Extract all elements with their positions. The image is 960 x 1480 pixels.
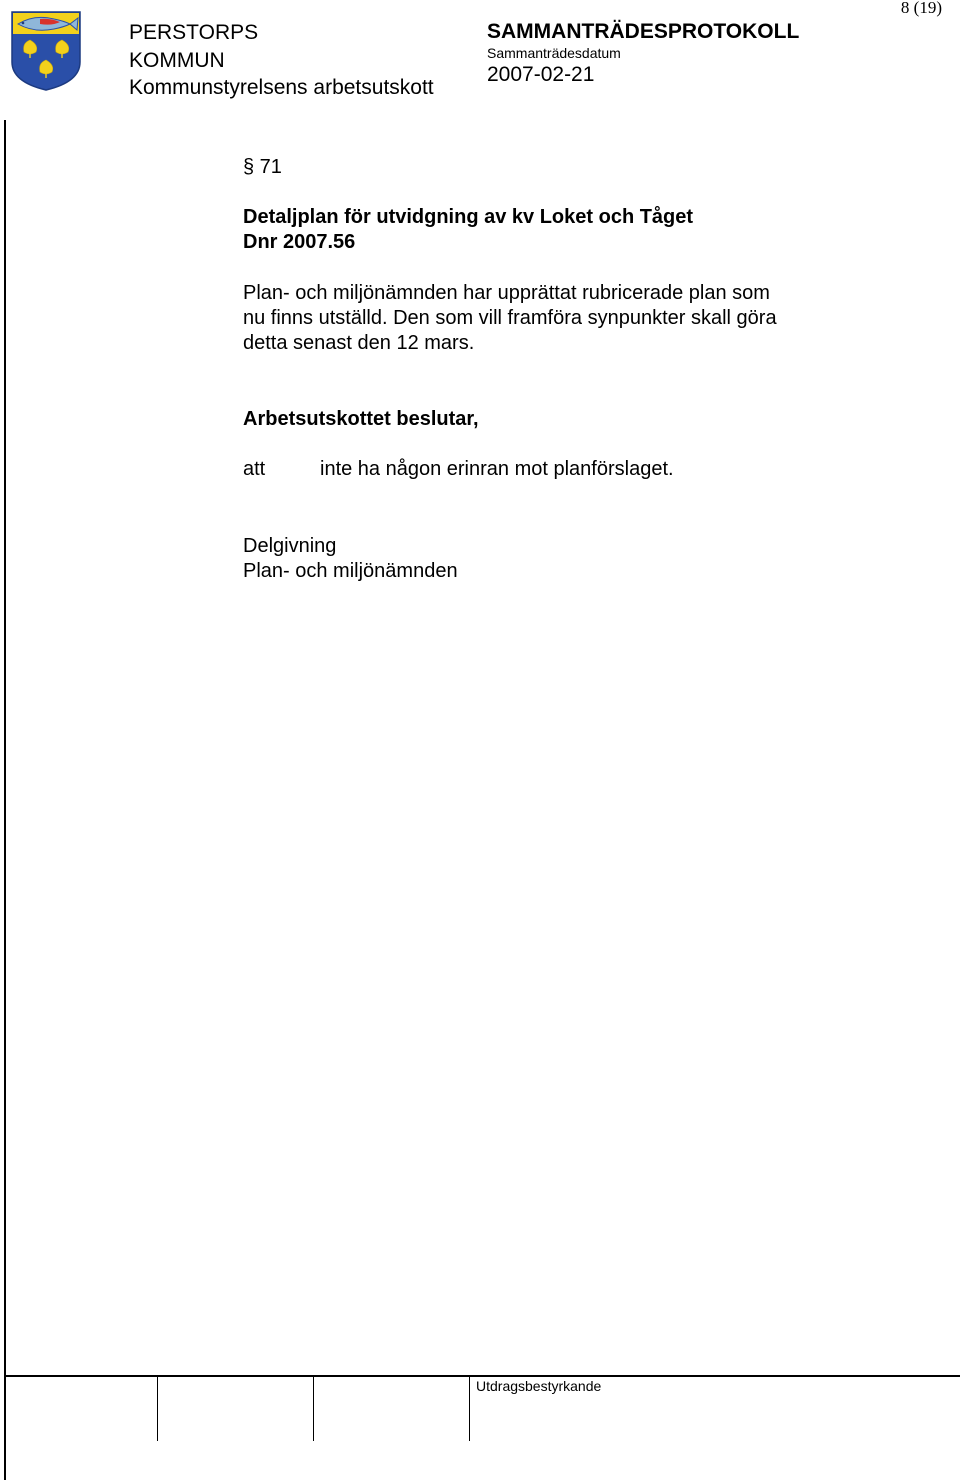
delivery-label: Delgivning bbox=[243, 535, 337, 557]
signature-box-divider bbox=[313, 1377, 314, 1441]
org-name-line2: KOMMUN bbox=[129, 49, 225, 72]
decision-heading: Arbetsutskottet beslutar, bbox=[243, 408, 479, 430]
signature-box-divider bbox=[157, 1377, 158, 1441]
document-type: SAMMANTRÄDESPROTOKOLL bbox=[487, 20, 800, 43]
signature-box-divider bbox=[469, 1377, 470, 1441]
body-text-line: Plan- och miljönämnden har upprättat rubricerade plan som bbox=[243, 282, 770, 304]
meeting-date-label: Sammanträdesdatum bbox=[487, 45, 621, 61]
case-number: Dnr 2007.56 bbox=[243, 231, 356, 253]
decision-att: att bbox=[243, 458, 266, 480]
meeting-date-value: 2007-02-21 bbox=[487, 63, 595, 86]
decision-text: inte ha någon erinran mot planförslaget. bbox=[320, 458, 674, 480]
coat-of-arms-icon bbox=[10, 10, 82, 92]
body-text-line: nu finns utställd. Den som vill framföra synpunkter skall göra bbox=[243, 307, 777, 329]
delivery-recipient: Plan- och miljönämnden bbox=[243, 560, 458, 582]
left-margin-rule bbox=[4, 120, 6, 1480]
body-text-line: detta senast den 12 mars. bbox=[243, 332, 475, 354]
committee-name: Kommunstyrelsens arbetsutskott bbox=[129, 76, 434, 99]
paragraph-number: § 71 bbox=[243, 156, 282, 178]
certification-label: Utdragsbestyrkande bbox=[476, 1378, 602, 1394]
org-name-line1: PERSTORPS bbox=[129, 21, 259, 44]
footer-rule bbox=[4, 1375, 960, 1377]
section-title: Detaljplan för utvidgning av kv Loket och Tåget bbox=[243, 206, 694, 228]
page-number: 8 (19) bbox=[900, 0, 942, 17]
